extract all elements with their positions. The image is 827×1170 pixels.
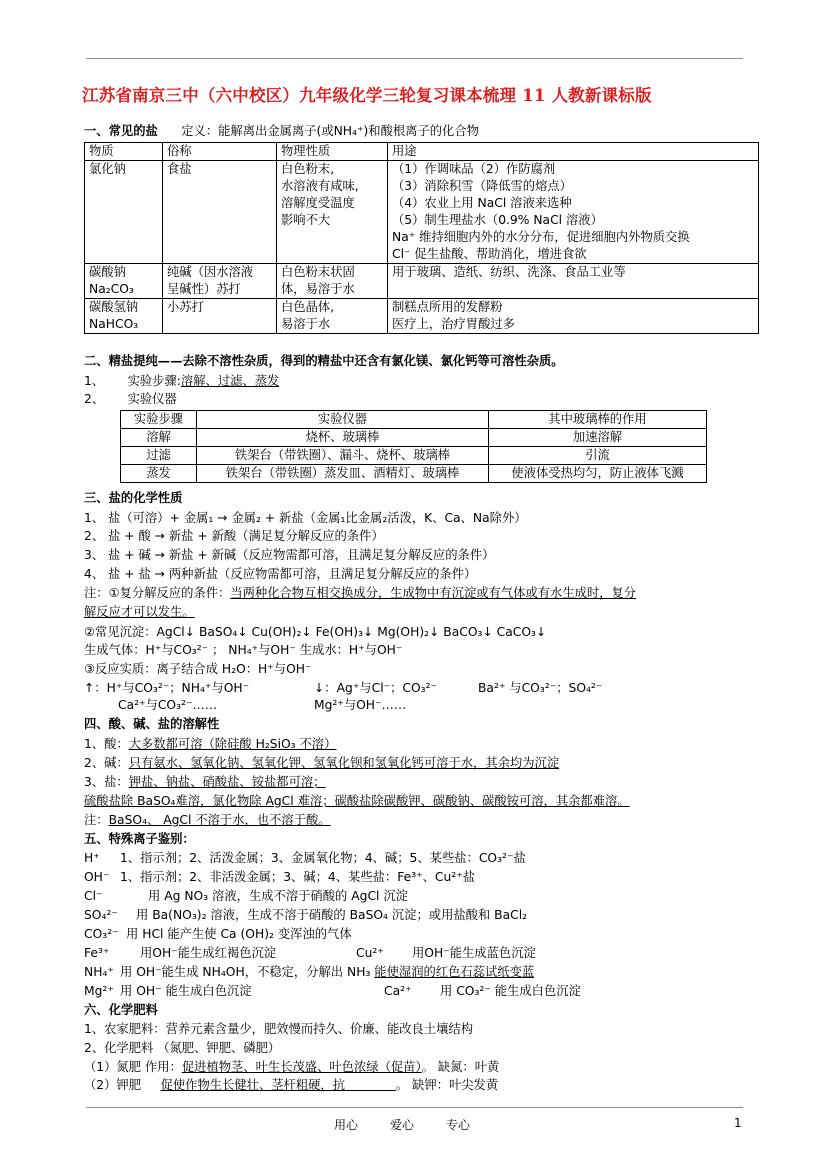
cell-use	[388, 264, 759, 299]
section-5-heading: 五、特殊离子鉴别：	[84, 832, 195, 846]
cell-line: 呈碱性）苏打	[167, 282, 241, 296]
ion-pairs-mg: Mg²⁺与OH⁻……	[314, 698, 407, 712]
ion-test: 用OH⁻能生成蓝色沉淀	[412, 946, 536, 960]
potassium-fertilizer-line	[84, 1077, 498, 1094]
cell-line: 用于玻璃、造纸、纺织、洗涤、食品工业等	[392, 265, 626, 279]
cell-line: 小苏打	[167, 300, 204, 314]
table-cell: 蒸发	[121, 465, 197, 483]
ion-test: 1、指示剂；2、非活泼金属；3、碱；4、某些盐：Fe³⁺、Cu²⁺盐	[120, 870, 476, 884]
cell-line: 碳酸钠	[89, 265, 126, 279]
salt-property-line: 4、 盐 + 盐 → 两种新盐（反应物需都可溶，且满足复分解反应的条件）	[84, 567, 477, 581]
table-row	[121, 447, 707, 465]
ion-test-line	[84, 850, 526, 867]
ion-symbol: CO₃²⁻	[84, 927, 119, 941]
cell-physical	[277, 161, 388, 264]
table-cell: 使液体受热均匀，防止液体飞溅	[489, 465, 707, 483]
item-label: 实验仪器	[127, 392, 177, 406]
cell-line: Na⁺ 维持细胞内外的水分分布，促进细胞内外物质交换	[392, 230, 690, 244]
table-cell: 铁架台（带铁圈）蒸发皿、酒精灯、玻璃棒	[197, 465, 489, 483]
cell-line: 碳酸氢钠	[89, 300, 139, 314]
footer-text: 专心	[446, 1118, 471, 1132]
cell-line: 影响不大	[281, 213, 331, 227]
ion-test: 用 Ag NO₃ 溶液，生成不溶于硝酸的 AgCl 沉淀	[148, 889, 408, 903]
ion-symbol: Cu²⁺	[356, 946, 384, 960]
insoluble-note	[84, 812, 331, 829]
ion-test: 1、指示剂；2、活泼金属；3、金属氧化物；4、碱；5、某些盐：CO₃²⁻盐	[120, 851, 526, 865]
ion-pairs-precip: ↓：Ag⁺与Cl⁻；CO₃²⁻	[314, 681, 438, 695]
section-1-heading-line	[84, 123, 479, 140]
cell-common-name	[163, 264, 277, 299]
note-label: 注：①复分解反应的条件：	[84, 586, 231, 600]
salt-property-line: 1、 盐（可溶）+ 金属₁ → 金属₂ + 新盐（金属₁比金属₂活泼，K、Ca、Na除外）	[84, 511, 527, 525]
farm-manure-line: 1、农家肥料：营养元素含量少，肥效慢而持久、价廉、能改良土壤结构	[84, 1022, 474, 1036]
ion-pairs-ca: Ca²⁺与CO₃²⁻……	[118, 698, 218, 712]
cell-line: （4）农业上用 NaCl 溶液来选种	[392, 196, 572, 210]
cell-common-name	[163, 161, 277, 264]
ion-pairs-precip-ba: Ba²⁺ 与CO₃²⁻；SO₄²⁻	[478, 681, 603, 695]
section-2-line-1	[84, 373, 279, 390]
section-6-heading: 六、化学肥料	[84, 1003, 158, 1017]
chemical-fertilizer-line: 2、化学肥料 （氮肥、钾肥、磷肥）	[84, 1041, 281, 1055]
table-header-row	[85, 143, 759, 161]
cell-use	[388, 299, 759, 334]
header-cell: 实验仪器	[197, 411, 489, 429]
acid-solubility	[84, 736, 336, 753]
potassium-deficiency: 。 缺钾：叶尖发黄	[395, 1078, 499, 1092]
footer-text: 爱心	[390, 1118, 415, 1132]
salt-property-line: 2、 盐 + 酸 → 新盐 + 新酸（满足复分解反应的条件）	[84, 529, 384, 543]
footer-rule	[86, 1107, 743, 1108]
cell-line: NaHCO₃	[89, 317, 139, 331]
cell-line: 体，易溶于水	[281, 282, 355, 296]
cell-line: 水溶液有咸味,	[281, 179, 359, 193]
ion-test: 用 OH⁻ 能生成白色沉淀	[120, 984, 252, 998]
ion-symbol: Cl⁻	[84, 889, 103, 903]
item-label: 1、酸：	[84, 737, 129, 751]
ion-symbol: OH⁻	[84, 870, 110, 884]
salt-solubility-text: 钾盐、钠盐、硝酸盐、铵盐都可溶；	[128, 775, 326, 789]
item-label: （2）钾肥	[84, 1078, 161, 1092]
cell-line: 制糕点所用的发酵粉	[392, 300, 503, 314]
cell-line: （3）消除积雪（降低雪的熔点）	[392, 179, 572, 193]
ion-test-result: 能使湿润的红色石蕊试纸变蓝	[374, 965, 535, 979]
item-number: 2、	[84, 392, 105, 406]
reaction-condition: 当两种化合物互相交换成分，生成物中有沉淀或有气体或有水生成时，复分	[230, 586, 637, 600]
gas-water-formation: 生成气体：H⁺与CO₃²⁻ ； NH₄⁺与OH⁻ 生成水：H⁺与OH⁻	[84, 643, 403, 657]
ion-symbol: H⁺	[84, 851, 100, 865]
table-cell: 引流	[489, 447, 707, 465]
item-label: 实验步骤:	[127, 374, 181, 388]
table-cell: 溶解	[121, 429, 197, 447]
cell-line: 溶解度受温度	[281, 196, 355, 210]
table-row	[85, 299, 759, 334]
reaction-condition-line	[84, 585, 636, 602]
ion-test: 用 CO₃²⁻ 能生成白色沉淀	[440, 984, 581, 998]
cell-line: Cl⁻ 促生盐酸、帮助消化，增进食欲	[392, 247, 587, 261]
ion-test-line-nh4	[84, 964, 534, 981]
item-label: 3、盐：	[84, 775, 129, 789]
cell-line: 氯化钠	[89, 162, 126, 176]
item-label: （1）氮肥 作用：	[84, 1060, 182, 1074]
salt-solubility	[84, 774, 325, 791]
table-cell: 铁架台（带铁圈）、漏斗、烧杯、玻璃棒	[197, 447, 489, 465]
table-cell: 加速溶解	[489, 429, 707, 447]
nitrogen-deficiency: 。 缺氮：叶黄	[421, 1060, 500, 1074]
cell-line: 易溶于水	[281, 317, 331, 331]
reaction-condition-cont: 解反应才可以发生。	[84, 605, 195, 619]
table-header-row	[121, 411, 707, 429]
cell-common-name	[163, 299, 277, 334]
base-solubility-text: 只有氨水、氢氧化钠、氢氧化钾、氢氧化钡和氢氧化钙可溶于水，其余均为沉淀	[128, 756, 560, 770]
ion-test-line	[84, 888, 408, 905]
ion-test-line-ca	[384, 983, 581, 1000]
cell-line: Na₂CO₃	[89, 282, 134, 296]
ion-test: 用 HCl 能产生使 Ca (OH)₂ 变浑浊的气体	[126, 927, 352, 941]
salt-definition: 定义：能解离出金属离子(或NH₄⁺)和酸根离子的化合物	[181, 124, 479, 138]
document-title: 江苏省南京三中（六中校区）九年级化学三轮复习课本梳理 11 人教新课标版	[82, 86, 652, 105]
header-cell: 实验步骤	[121, 411, 197, 429]
ion-symbol: NH₄⁺	[84, 965, 114, 979]
cell-use	[388, 161, 759, 264]
table-row	[121, 429, 707, 447]
ion-pairs-gas: ↑：H⁺与CO₃²⁻；NH₄⁺与OH⁻	[84, 681, 250, 695]
ion-test-line-cu	[356, 945, 536, 962]
header-cell: 用途	[388, 143, 759, 161]
section-2-heading: 二、精盐提纯——去除不溶性杂质，得到的精盐中还含有氯化镁、氯化钙等可溶性杂质。	[84, 354, 564, 368]
ion-symbol: Mg²⁺	[84, 984, 114, 998]
section-2-line-2	[84, 391, 177, 408]
cell-line: 医疗上，治疗胃酸过多	[392, 317, 515, 331]
nitrogen-effect: 促进植物茎、叶生长茂盛、叶色浓绿（促苗）	[181, 1060, 422, 1074]
table-row	[85, 264, 759, 299]
table-cell: 过滤	[121, 447, 197, 465]
ion-symbol: SO₄²⁻	[84, 908, 118, 922]
reaction-essence: ③反应实质：离子结合成 H₂O：H⁺与OH⁻	[84, 662, 312, 676]
section-4-heading: 四、酸、碱、盐的溶解性	[84, 717, 220, 731]
ion-symbol: Fe³⁺	[84, 946, 110, 960]
cell-physical	[277, 264, 388, 299]
ion-test: 用 Ba(NO₃)₂ 溶液，生成不溶于硝酸的 BaSO₄ 沉淀；或用盐酸和 BaCl₂	[136, 908, 528, 922]
ion-test: 用OH⁻能生成红褐色沉淀	[140, 946, 277, 960]
cell-line: （1）作调味品（2）作防腐剂	[392, 162, 556, 176]
header-cell: 物质	[85, 143, 163, 161]
acid-solubility-text: 大多数都可溶（除硅酸 H₂SiO₃ 不溶）	[128, 737, 337, 751]
cell-physical	[277, 299, 388, 334]
cell-line: 白色晶体,	[281, 300, 335, 314]
cell-substance	[85, 299, 163, 334]
header-rule	[86, 58, 743, 59]
item-number: 1、	[84, 374, 105, 388]
table-row	[85, 161, 759, 264]
table-cell: 烧杯、玻璃棒	[197, 429, 489, 447]
nitrogen-fertilizer-line	[84, 1059, 499, 1076]
cell-line: 白色粉末,	[281, 162, 335, 176]
header-cell: 其中玻璃棒的作用	[489, 411, 707, 429]
ion-test: 用 OH⁻能生成 NH₄OH，不稳定，分解出 NH₃	[120, 965, 375, 979]
footer-text: 用心	[334, 1118, 359, 1132]
instruments-table	[120, 410, 707, 483]
insoluble-note-text: BaSO₄、 AgCl 不溶于水，也不溶于酸。	[108, 813, 331, 827]
ion-test-line-fe	[84, 945, 276, 962]
experiment-steps: 溶解、过滤、蒸发	[180, 374, 280, 388]
ion-symbol: Ca²⁺	[384, 984, 412, 998]
ion-test-line	[84, 926, 352, 943]
cell-line: 白色粉末状固	[281, 265, 355, 279]
section-3-heading: 三、盐的化学性质	[84, 491, 183, 505]
ion-test-line	[84, 869, 475, 886]
salt-solubility-detail: 硫酸盐除 BaSO₄难溶，氯化物除 AgCl 难溶；碳酸盐除碳酸钾、碳酸钠、碳酸铵可溶，其余都难溶。	[84, 794, 630, 808]
base-solubility	[84, 755, 559, 772]
ion-test-line-mg	[84, 983, 252, 1000]
salt-property-line: 3、 盐 + 碱 → 新盐 + 新碱（反应物需都可溶，且满足复分解反应的条件）	[84, 548, 495, 562]
cell-line: （5）制生理盐水（0.9% NaCl 溶液）	[392, 213, 603, 227]
potassium-effect: 促使作物生长健壮、茎杆粗硬，抗	[160, 1078, 396, 1092]
common-salts-table	[84, 142, 759, 334]
item-label: 2、碱：	[84, 756, 129, 770]
cell-line: 食盐	[167, 162, 192, 176]
cell-line: 纯碱（因水溶液	[167, 265, 254, 279]
cell-substance	[85, 161, 163, 264]
page-number: 1	[734, 1116, 742, 1130]
note-label: 注：	[84, 813, 109, 827]
header-cell: 俗称	[163, 143, 277, 161]
common-precipitates: ②常见沉淀：AgCl↓ BaSO₄↓ Cu(OH)₂↓ Fe(OH)₃↓ Mg(OH)₂↓ BaCO₃↓ CaCO₃↓	[84, 625, 547, 639]
ion-test-line	[84, 907, 527, 924]
header-cell: 物理性质	[277, 143, 388, 161]
section-1-heading: 一、常见的盐	[84, 124, 158, 138]
table-row	[121, 465, 707, 483]
cell-substance	[85, 264, 163, 299]
